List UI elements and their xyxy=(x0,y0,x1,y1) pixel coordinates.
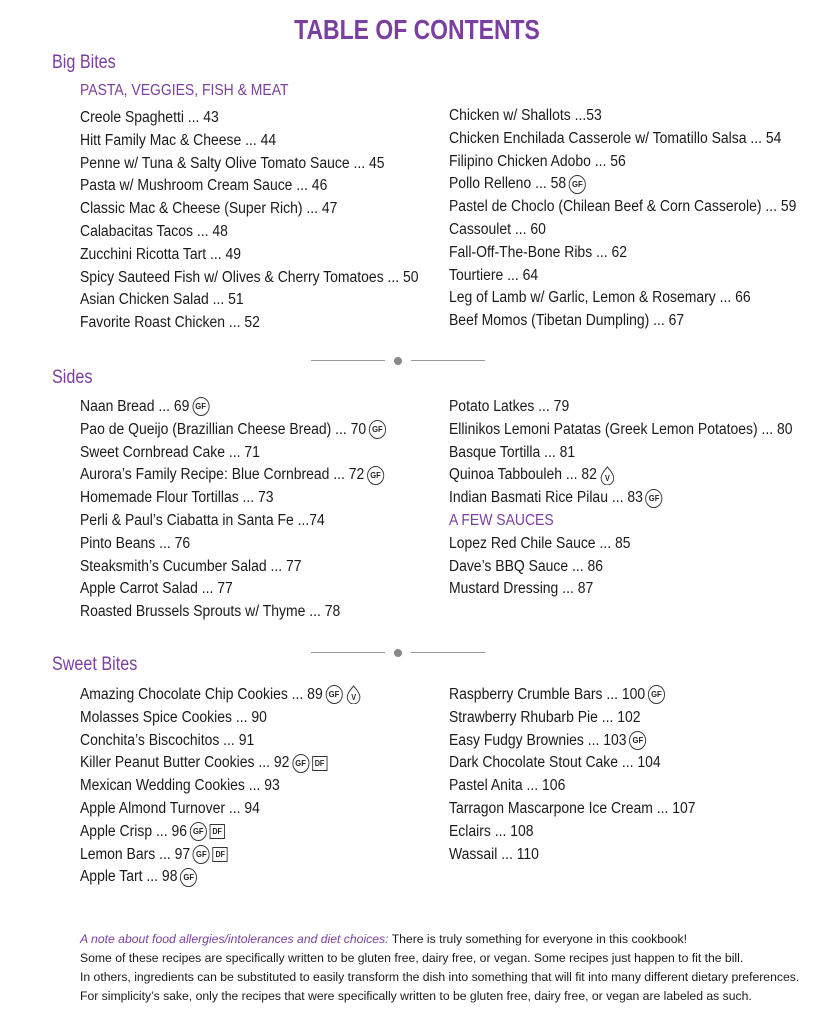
big-bites-right-list xyxy=(449,105,796,333)
recipe-title-page: Leg of Lamb w/ Garlic, Lemon & Rosemary ... 66 xyxy=(449,289,751,307)
recipe-entry xyxy=(449,821,696,844)
recipe-entry xyxy=(449,219,796,242)
recipe-title-page: Zucchini Ricotta Tart ... 49 xyxy=(80,245,242,263)
note-line-2: Some of these recipes are specifically written to be gluten free, dairy free, or vegan. Some recipes just happen to fit the bill. xyxy=(80,951,744,965)
recipe-entry xyxy=(80,221,419,244)
svg-text:V: V xyxy=(350,693,356,703)
sides-right-items xyxy=(449,396,793,510)
page-title: TABLE OF CONTENTS xyxy=(294,14,540,45)
recipe-title-page: Dave’s BBQ Sauce ... 86 xyxy=(449,557,604,575)
recipe-entry xyxy=(80,798,361,821)
gluten-free-icon: GF xyxy=(569,175,586,194)
recipe-entry xyxy=(449,265,796,288)
recipe-title-page: Sweet Cornbread Cake ... 71 xyxy=(80,443,260,461)
recipe-entry xyxy=(449,287,796,310)
recipe-entry xyxy=(80,578,386,601)
dairy-free-icon: DF xyxy=(312,756,327,771)
recipe-title-page: Raspberry Crumble Bars ... 100 xyxy=(449,686,646,703)
vegan-icon xyxy=(600,466,616,485)
recipe-entry xyxy=(80,312,419,335)
recipe-title-page: Aurora’s Family Recipe: Blue Cornbread ... 72 xyxy=(80,466,365,484)
recipe-entry xyxy=(449,173,796,196)
recipe-title-page: Conchita’s Biscochitos ... 91 xyxy=(80,731,255,749)
recipe-title-page: Potato Latkes ... 79 xyxy=(449,398,570,415)
recipe-title-page: Cassoulet ... 60 xyxy=(449,220,546,238)
subheading-pasta-veggies: PASTA, VEGGIES, FISH & MEAT xyxy=(80,82,289,99)
recipe-entry xyxy=(80,244,419,267)
recipe-entry xyxy=(80,844,361,867)
dairy-free-icon: DF xyxy=(210,824,225,839)
recipe-title-page: Naan Bread ... 69 xyxy=(80,398,190,415)
recipe-title-page: Dark Chocolate Stout Cake ... 104 xyxy=(449,754,661,772)
recipe-entry xyxy=(80,684,361,707)
recipe-title-page: Filipino Chicken Adobo ... 56 xyxy=(449,152,626,170)
recipe-entry xyxy=(80,866,361,889)
recipe-entry xyxy=(80,464,386,487)
recipe-title-page: Pasta w/ Mushroom Cream Sauce ... 46 xyxy=(80,177,328,195)
recipe-title-page: Classic Mac & Cheese (Super Rich) ... 47 xyxy=(80,200,338,218)
note-line-4: For simplicity’s sake, only the recipes that were specifically written to be gluten free, dairy free, or vegan are labeled as such. xyxy=(80,989,752,1003)
recipe-title-page: Steaksmith’s Cucumber Salad ... 77 xyxy=(80,557,302,575)
recipe-entry xyxy=(80,130,419,153)
recipe-entry xyxy=(449,684,696,707)
recipe-entry xyxy=(80,153,419,176)
recipe-entry xyxy=(449,752,696,775)
vegan-icon xyxy=(345,685,361,704)
recipe-entry xyxy=(449,533,793,556)
recipe-title-page: Lemon Bars ... 97 xyxy=(80,845,191,863)
gluten-free-icon: GF xyxy=(367,466,384,485)
recipe-title-page: Quinoa Tabbouleh ... 82 xyxy=(449,466,597,484)
recipe-title-page: Pinto Beans ... 76 xyxy=(80,534,191,552)
section-heading-sides: Sides xyxy=(52,367,93,388)
recipe-title-page: Apple Tart ... 98 xyxy=(80,868,178,886)
recipe-entry xyxy=(80,198,419,221)
recipe-entry xyxy=(80,821,361,844)
recipe-title-page: Molasses Spice Cookies ... 90 xyxy=(80,708,267,726)
gluten-free-icon: GF xyxy=(325,685,342,704)
gluten-free-icon: GF xyxy=(180,868,197,887)
recipe-title-page: Asian Chicken Salad ... 51 xyxy=(80,291,244,309)
recipe-entry xyxy=(449,775,696,798)
sauces-list xyxy=(449,533,793,601)
recipe-title-page: Beef Momos (Tibetan Dumpling) ... 67 xyxy=(449,312,685,330)
recipe-entry xyxy=(80,752,361,775)
recipe-entry xyxy=(80,419,386,442)
recipe-title-page: Mexican Wedding Cookies ... 93 xyxy=(80,777,280,795)
note-line-3: In others, ingredients can be substituted to easily transform the dish into something that will fit into many different dietary preferences. xyxy=(80,970,800,984)
recipe-entry xyxy=(80,707,361,730)
recipe-entry xyxy=(449,464,793,487)
recipe-title-page: Favorite Roast Chicken ... 52 xyxy=(80,314,260,332)
recipe-entry xyxy=(449,151,796,174)
recipe-title-page: Chicken w/ Shallots ...53 xyxy=(449,107,602,124)
recipe-entry xyxy=(80,267,419,290)
section-divider xyxy=(311,356,485,366)
recipe-title-page: Killer Peanut Butter Cookies ... 92 xyxy=(80,754,290,772)
gluten-free-icon: GF xyxy=(646,489,663,508)
recipe-title-page: Eclairs ... 108 xyxy=(449,822,534,840)
recipe-title-page: Calabacitas Tacos ... 48 xyxy=(80,222,228,240)
gluten-free-icon: GF xyxy=(192,397,209,416)
recipe-title-page: Indian Basmati Rice Pilau ... 83 xyxy=(449,489,643,507)
recipe-entry xyxy=(80,730,361,753)
sides-right-list xyxy=(449,396,793,601)
recipe-entry xyxy=(80,442,386,465)
recipe-entry xyxy=(449,844,696,867)
recipe-title-page: Basque Tortilla ... 81 xyxy=(449,443,576,461)
section-heading-big-bites: Big Bites xyxy=(52,52,116,73)
recipe-entry xyxy=(80,487,386,510)
recipe-entry xyxy=(449,310,796,333)
recipe-title-page: Tarragon Mascarpone Ice Cream ... 107 xyxy=(449,799,696,817)
gluten-free-icon: GF xyxy=(193,845,210,864)
recipe-title-page: Penne w/ Tuna & Salty Olive Tomato Sauce ... 45 xyxy=(80,154,385,172)
allergy-note xyxy=(80,930,800,1006)
recipe-entry xyxy=(80,601,386,624)
recipe-title-page: Perli & Paul’s Ciabatta in Santa Fe ...74 xyxy=(80,511,325,529)
recipe-entry xyxy=(449,487,793,510)
gluten-free-icon: GF xyxy=(292,754,309,773)
recipe-entry xyxy=(449,707,696,730)
recipe-title-page: Roasted Brussels Sprouts w/ Thyme ... 78 xyxy=(80,603,341,621)
dairy-free-icon: DF xyxy=(213,847,228,862)
recipe-title-page: Ellinikos Lemoni Patatas (Greek Lemon Potatoes) ... 80 xyxy=(449,420,793,438)
note-line-1: There is truly something for everyone in this cookbook! xyxy=(391,932,688,946)
recipe-title-page: Mustard Dressing ... 87 xyxy=(449,580,594,598)
recipe-title-page: Apple Almond Turnover ... 94 xyxy=(80,799,260,817)
svg-text:V: V xyxy=(605,473,611,483)
recipe-title-page: Pao de Queijo (Brazillian Cheese Bread) ... 70 xyxy=(80,420,367,438)
recipe-title-page: Hitt Family Mac & Cheese ... 44 xyxy=(80,131,277,149)
recipe-title-page: Pollo Relleno ... 58 xyxy=(449,175,567,193)
recipe-title-page: Spicy Sauteed Fish w/ Olives & Cherry Tomatoes ... 50 xyxy=(80,268,419,286)
section-heading-sweet-bites: Sweet Bites xyxy=(52,654,138,675)
recipe-title-page: Fall-Off-The-Bone Ribs ... 62 xyxy=(449,243,628,261)
recipe-entry xyxy=(449,242,796,265)
recipe-entry xyxy=(80,396,386,419)
section-divider xyxy=(311,648,485,658)
recipe-title-page: Amazing Chocolate Chip Cookies ... 89 xyxy=(80,686,323,703)
recipe-entry xyxy=(449,105,796,128)
recipe-title-page: Homemade Flour Tortillas ... 73 xyxy=(80,489,274,507)
recipe-title-page: Lopez Red Chile Sauce ... 85 xyxy=(449,534,631,552)
recipe-entry xyxy=(449,578,793,601)
sweet-bites-right-list xyxy=(449,684,696,866)
recipe-entry xyxy=(449,128,796,151)
recipe-title-page: Tourtiere ... 64 xyxy=(449,266,539,284)
recipe-entry xyxy=(80,775,361,798)
recipe-entry xyxy=(80,533,386,556)
recipe-entry xyxy=(449,798,696,821)
gluten-free-icon: GF xyxy=(629,731,646,750)
sweet-bites-left-list xyxy=(80,684,361,889)
gluten-free-icon: GF xyxy=(369,420,386,439)
recipe-entry xyxy=(80,510,386,533)
recipe-entry xyxy=(80,556,386,579)
gluten-free-icon: GF xyxy=(190,822,207,841)
recipe-title-page: Strawberry Rhubarb Pie ... 102 xyxy=(449,708,641,726)
sides-left-list xyxy=(80,396,386,624)
gluten-free-icon: GF xyxy=(648,685,665,704)
recipe-entry xyxy=(449,556,793,579)
recipe-entry xyxy=(449,396,793,419)
recipe-title-page: Wassail ... 110 xyxy=(449,845,539,863)
recipe-title-page: Creole Spaghetti ... 43 xyxy=(80,109,219,126)
recipe-title-page: Apple Crisp ... 96 xyxy=(80,822,188,840)
recipe-title-page: Easy Fudgy Brownies ... 103 xyxy=(449,731,627,749)
recipe-title-page: Apple Carrot Salad ... 77 xyxy=(80,580,233,598)
recipe-entry xyxy=(449,730,696,753)
recipe-entry xyxy=(449,196,796,219)
big-bites-left-list xyxy=(80,107,419,335)
subheading-a-few-sauces: A FEW SAUCES xyxy=(449,511,554,529)
recipe-title-page: Chicken Enchilada Casserole w/ Tomatillo Salsa ... 54 xyxy=(449,129,782,147)
recipe-entry xyxy=(80,107,419,130)
recipe-entry xyxy=(80,289,419,312)
recipe-title-page: Pastel de Choclo (Chilean Beef & Corn Casserole) ... 59 xyxy=(449,198,797,216)
recipe-entry xyxy=(449,442,793,465)
recipe-entry xyxy=(449,419,793,442)
recipe-title-page: Pastel Anita ... 106 xyxy=(449,777,566,795)
note-lead: A note about food allergies/intolerances and diet choices: xyxy=(80,932,389,946)
recipe-entry xyxy=(80,175,419,198)
